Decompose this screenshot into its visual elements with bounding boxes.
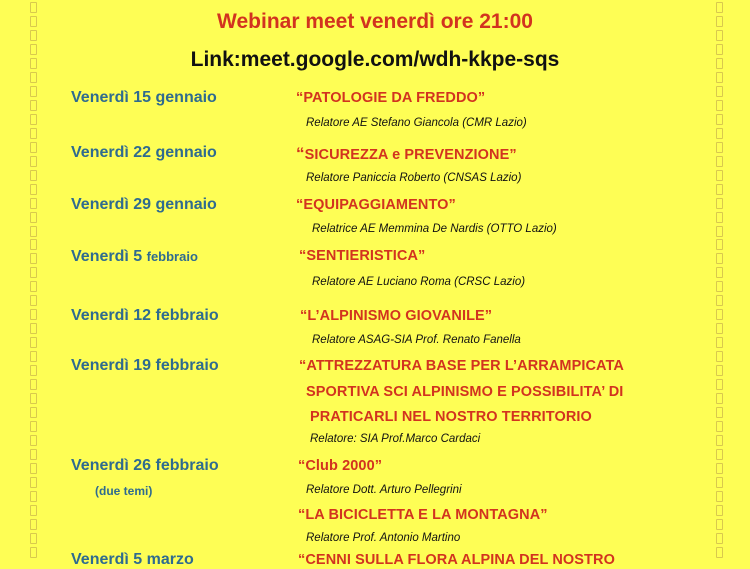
event-speaker: Relatore Dott. Arturo Pellegrini (306, 484, 462, 496)
left-border-decoration (28, 0, 38, 560)
event-title-line: PRATICARLI NEL NOSTRO TERRITORIO (310, 409, 592, 425)
event-date: Venerdì 15 gennaio (71, 89, 217, 106)
event-speaker: Relatore: SIA Prof.Marco Cardaci (310, 433, 481, 445)
webinar-title: Webinar meet venerdì ore 21:00 (217, 10, 533, 33)
meet-link[interactable]: Link:meet.google.com/wdh-kkpe-sqs (190, 48, 560, 71)
event-title: “SENTIERISTICA” (299, 248, 426, 264)
event-date: Venerdì 26 febbraio (71, 457, 219, 474)
event-date: Venerdì 19 febbraio (71, 357, 219, 374)
event-date: Venerdì 5 marzo (71, 551, 194, 568)
event-title-line: “ATTREZZATURA BASE PER L’ARRAMPICATA (299, 358, 624, 374)
event-title: “CENNI SULLA FLORA ALPINA DEL NOSTRO (298, 552, 615, 568)
event-title: “LA BICICLETTA E LA MONTAGNA” (298, 507, 548, 523)
event-title: “SICUREZZA e PREVENZIONE” (296, 144, 517, 163)
event-speaker: Relatrice AE Memmina De Nardis (OTTO Lazio) (312, 223, 557, 235)
event-speaker: Relatore Paniccia Roberto (CNSAS Lazio) (306, 172, 522, 184)
event-date: Venerdì 29 gennaio (71, 196, 217, 213)
event-note: (due temi) (95, 484, 153, 498)
event-title: “EQUIPAGGIAMENTO” (296, 197, 456, 213)
event-title: “L’ALPINISMO GIOVANILE” (300, 308, 493, 324)
event-speaker: Relatore AE Stefano Giancola (CMR Lazio) (306, 117, 527, 129)
event-speaker: Relatore Prof. Antonio Martino (306, 532, 461, 544)
event-date: Venerdì 22 gennaio (71, 144, 217, 161)
right-border-decoration (714, 0, 724, 560)
event-speaker: Relatore ASAG-SIA Prof. Renato Fanella (312, 334, 521, 346)
event-speaker: Relatore AE Luciano Roma (CRSC Lazio) (312, 276, 526, 288)
event-title: “PATOLOGIE DA FREDDO” (296, 90, 486, 106)
event-title: “Club 2000” (298, 458, 383, 474)
event-title-line: SPORTIVA SCI ALPINISMO E POSSIBILITA’ DI (306, 384, 624, 400)
event-date: Venerdì 12 febbraio (71, 307, 219, 324)
event-date: Venerdì 5 febbraio (71, 248, 198, 265)
